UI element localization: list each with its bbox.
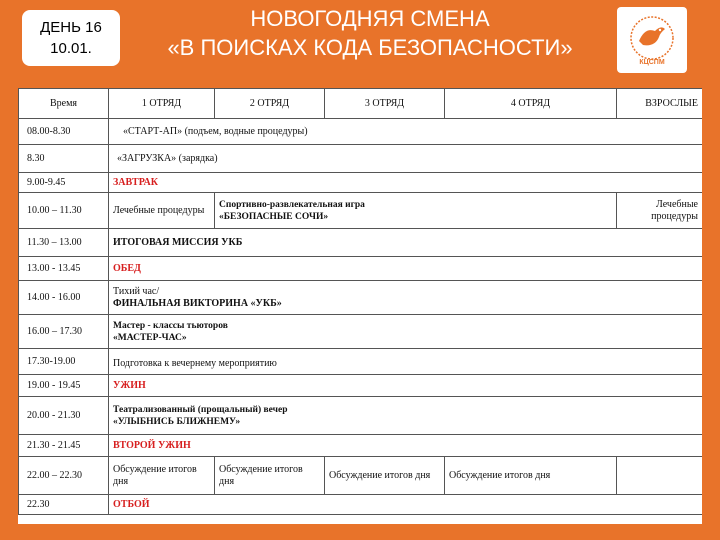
row-activity: «ЗАГРУЗКА» (зарядка) [109,145,703,173]
row-activity-lights-out: ОТБОЙ [109,495,703,515]
activity-line-2: «УЛЫБНИСЬ БЛИЖНЕМУ» [113,416,241,427]
activity-line-1: Тихий час/ [113,285,160,297]
row-squad-2: Обсуждение итогов дня [215,457,325,495]
row-activity-meal: ЗАВТРАК [109,173,703,193]
row-activity: ИТОГОВАЯ МИССИЯ УКБ [109,229,703,257]
row-time: 13.00 - 13.45 [19,257,109,281]
day-label: ДЕНЬ 16 [40,19,102,36]
page-title [130,4,610,62]
title-line-2: «В ПОИСКАХ КОДА БЕЗОПАСНОСТИ» [167,35,573,60]
row-squad-3: Обсуждение итогов дня [325,457,445,495]
row-time: 9.00-9.45 [19,173,109,193]
table-row [19,315,703,349]
row-squad-1: Обсуждение итогов дня [109,457,215,495]
table-row [19,281,703,315]
table-row [19,495,703,515]
row-time: 08.00-8.30 [19,119,109,145]
row-activity [109,281,703,315]
table-row [19,257,703,281]
activity-line-1: Мастер - классы тьюторов [113,320,228,331]
row-activity: Подготовка к вечернему мероприятию [109,349,703,375]
table-row [19,145,703,173]
day-box [22,10,120,66]
row-time: 22.30 [19,495,109,515]
table-row [19,457,703,495]
row-time: 10.00 – 11.30 [19,193,109,229]
logo-text: КЦСПМ [639,58,665,66]
activity-line-2: «МАСТЕР-ЧАС» [113,332,187,343]
row-squad-1: Лечебные процедуры [109,193,215,229]
table-row [19,229,703,257]
row-time: 16.00 – 17.30 [19,315,109,349]
table-row [19,435,703,457]
logo [617,7,687,73]
row-adults-empty [617,457,703,495]
day-date: 10.01. [50,40,92,57]
row-squad-4: Обсуждение итогов дня [445,457,617,495]
row-activity: «СТАРТ-АП» (подъем, водные процедуры) [109,119,703,145]
row-game [215,193,617,229]
game-line-1: Спортивно-развлекательная игра [219,199,365,210]
row-time: 20.00 - 21.30 [19,397,109,435]
title-line-1: НОВОГОДНЯЯ СМЕНА [250,6,490,31]
row-time: 21.30 - 21.45 [19,435,109,457]
row-time: 19.00 - 19.45 [19,375,109,397]
game-line-2: «БЕЗОПАСНЫЕ СОЧИ» [219,211,329,222]
row-time: 11.30 – 13.00 [19,229,109,257]
row-adults: Лечебные процедуры [617,193,703,229]
row-time: 22.00 – 22.30 [19,457,109,495]
row-time: 14.00 - 16.00 [19,281,109,315]
header-time: Время [19,89,109,119]
row-time: 17.30-19.00 [19,349,109,375]
table-row [19,375,703,397]
table-row [19,119,703,145]
activity-line-2: ФИНАЛЬНАЯ ВИКТОРИНА «УКБ» [113,297,282,309]
table-row [19,349,703,375]
row-activity-meal: ОБЕД [109,257,703,281]
table-row [19,193,703,229]
header-row [19,89,703,119]
header-squad-4: 4 ОТРЯД [445,89,617,119]
schedule-sheet [18,88,702,524]
table-row [19,173,703,193]
table-row [19,397,703,435]
row-activity-meal: УЖИН [109,375,703,397]
row-activity [109,397,703,435]
row-activity [109,315,703,349]
bird-icon [629,15,675,61]
header-squad-3: 3 ОТРЯД [325,89,445,119]
activity-line-1: Театрализованный (прощальный) вечер [113,404,288,415]
header-squad-1: 1 ОТРЯД [109,89,215,119]
schedule-table [18,88,702,515]
row-time: 8.30 [19,145,109,173]
header-squad-2: 2 ОТРЯД [215,89,325,119]
header-adults: ВЗРОСЛЫЕ [617,89,703,119]
row-activity-meal: ВТОРОЙ УЖИН [109,435,703,457]
